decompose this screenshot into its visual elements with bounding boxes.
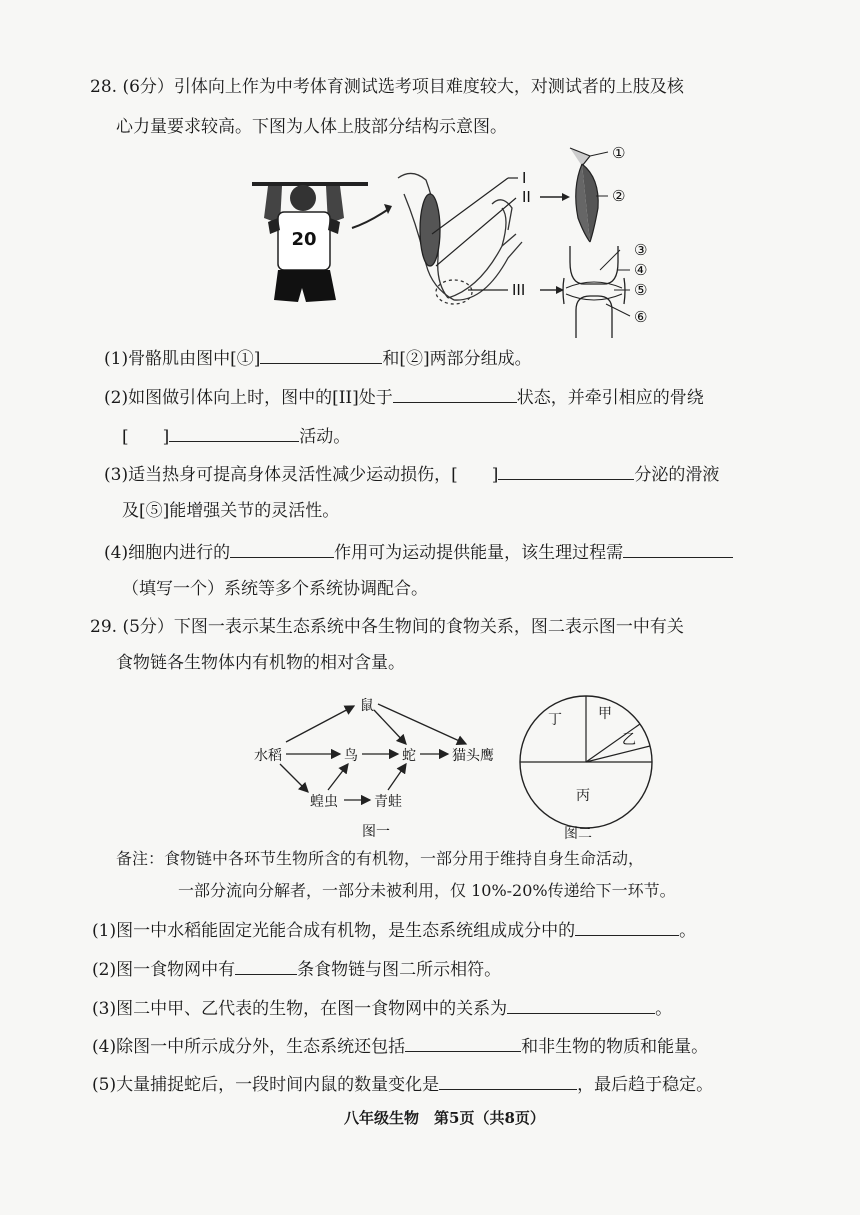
arrow-locust-bird <box>328 764 348 790</box>
arm-sketch <box>398 173 522 304</box>
q28-sub2-text-d: 活动。 <box>299 427 351 447</box>
page-footer: 八年级生物 第5页（共8页） <box>344 1109 545 1127</box>
label-4: ④ <box>634 261 648 279</box>
q28-sub1-text-b: 和[②]两部分组成。 <box>382 349 532 369</box>
q28-sub4-cont: （填写一个）系统等多个系统协调配合。 <box>122 579 428 599</box>
arrow-rice-rat <box>286 706 354 742</box>
q29-stem-line2: 食物链各生物体内有机物的相对含量。 <box>116 653 405 673</box>
q28-sub4-text-b: 作用可为运动提供能量，该生理过程需 <box>334 543 624 563</box>
q29-sub3-blank[interactable] <box>507 995 655 1014</box>
pie-label-bing: 丙 <box>576 788 590 804</box>
q29-sub2-text-a: (2)图一食物网中有 <box>92 960 236 980</box>
q29-sub2-blank[interactable] <box>235 956 297 975</box>
label-I: I <box>522 169 527 187</box>
q28-sub2-text-a: (2)如图做引体向上时，图中的[II]处于 <box>104 388 393 408</box>
fig1-caption: 图一 <box>362 824 390 840</box>
q29-sub4-blank[interactable] <box>405 1033 521 1052</box>
q28-sub3-text-b: 分泌的滑液 <box>634 465 720 485</box>
upper-limb-figure <box>240 138 660 343</box>
food-web-figure <box>240 690 510 840</box>
q28-sub4-blank1[interactable] <box>230 539 334 558</box>
node-bird: 鸟 <box>344 748 358 764</box>
label-5: ⑤ <box>634 281 648 299</box>
q28-sub2-blank2[interactable] <box>169 423 299 442</box>
q28-sub2 <box>104 384 704 410</box>
q29-sub4-text-a: (4)除图一中所示成分外，生态系统还包括 <box>92 1037 406 1057</box>
q29-stem-line1: 29. (5分）下图一表示某生态系统中各生物间的食物关系，图二表示图一中有关 <box>90 617 684 637</box>
node-rice: 水稻 <box>254 748 282 764</box>
q28-sub1-blank[interactable] <box>260 345 382 364</box>
node-owl: 猫头鹰 <box>452 748 494 764</box>
joint-structure-detail <box>563 246 625 338</box>
q28-sub4 <box>104 539 733 565</box>
q28-sub1 <box>104 345 532 371</box>
q29-sub3-text-a: (3)图二中甲、乙代表的生物，在图一食物网中的关系为 <box>92 999 508 1019</box>
label-2: ② <box>612 187 626 205</box>
q28-sub3 <box>104 461 719 487</box>
q29-sub5-text-a: (5)大量捕捉蛇后，一段时间内鼠的数量变化是 <box>92 1075 440 1095</box>
q29-sub2 <box>92 956 501 982</box>
pie-label-ding: 丁 <box>548 712 562 728</box>
skeletal-muscle-detail <box>570 144 625 242</box>
q29-sub5-text-b: ，最后趋于稳定。 <box>577 1075 714 1095</box>
q28-sub2-cont <box>122 423 350 449</box>
q28-sub1-text-a: (1)骨骼肌由图中[①] <box>104 349 261 369</box>
note-line1: 备注：食物链中各环节生物所含的有机物，一部分用于维持自身生命活动， <box>116 849 645 868</box>
node-rat: 鼠 <box>360 698 374 714</box>
q29-sub1-text-a: (1)图一中水稻能固定光能合成有机物，是生态系统组成成分中的 <box>92 921 576 941</box>
pie-label-jia: 甲 <box>598 706 612 722</box>
pullup-bar <box>252 182 368 186</box>
athlete-illustration <box>264 185 344 302</box>
q29-sub5 <box>92 1071 713 1097</box>
node-locust: 蝗虫 <box>310 794 338 810</box>
node-frog: 青蛙 <box>374 794 402 810</box>
q29-sub2-text-b: 条食物链与图二所示相符。 <box>297 960 502 980</box>
arrow-rat-owl <box>378 704 466 744</box>
q28-sub4-text-a: (4)细胞内进行的 <box>104 543 231 563</box>
q29-sub3 <box>92 995 672 1021</box>
q29-sub1-text-b: 。 <box>679 921 697 941</box>
q28-sub2-text-b: 状态，并牵引相应的骨绕 <box>516 388 704 408</box>
pie-label-yi: 乙 <box>622 732 636 748</box>
label-6: ⑥ <box>634 308 648 326</box>
label-II: II <box>522 188 531 206</box>
q29-sub1-blank[interactable] <box>575 917 679 936</box>
q29-sub3-text-b: 。 <box>655 999 673 1019</box>
q28-stem-line1: 28. (6分）引体向上作为中考体育测试选考项目难度较大，对测试者的上肢及核 <box>90 77 684 97</box>
jersey-number: 20 <box>291 229 317 250</box>
organic-matter-pie <box>514 690 664 840</box>
arrow-frog-snake <box>388 764 406 790</box>
q28-sub3-text-a: (3)适当热身可提高身体灵活性减少运动损伤，[ ] <box>104 465 499 485</box>
node-snake: 蛇 <box>402 748 416 764</box>
q29-sub1 <box>92 917 696 943</box>
q28-sub2-blank1[interactable] <box>393 384 517 403</box>
q28-sub3-blank[interactable] <box>498 461 634 480</box>
arrow-rice-locust <box>280 764 308 792</box>
pie-boundary <box>586 746 650 762</box>
fig2-caption: 图二 <box>564 826 592 842</box>
note-line2: 一部分流向分解者，一部分未被利用，仅 10%-20%传递给下一环节。 <box>178 881 676 900</box>
q28-sub3-cont: 及[⑤]能增强关节的灵活性。 <box>122 501 340 521</box>
label-1: ① <box>612 144 626 162</box>
q28-stem-line2: 心力量要求较高。下图为人体上肢部分结构示意图。 <box>116 117 507 137</box>
q28-sub4-blank2[interactable] <box>623 539 733 558</box>
q28-sub2-bracket[interactable]: [ ] <box>122 427 170 447</box>
q29-sub4 <box>92 1033 708 1059</box>
q29-sub5-blank[interactable] <box>439 1071 577 1090</box>
q29-sub4-text-b: 和非生物的物质和能量。 <box>521 1037 709 1057</box>
label-3: ③ <box>634 241 648 259</box>
label-III: III <box>512 281 526 299</box>
